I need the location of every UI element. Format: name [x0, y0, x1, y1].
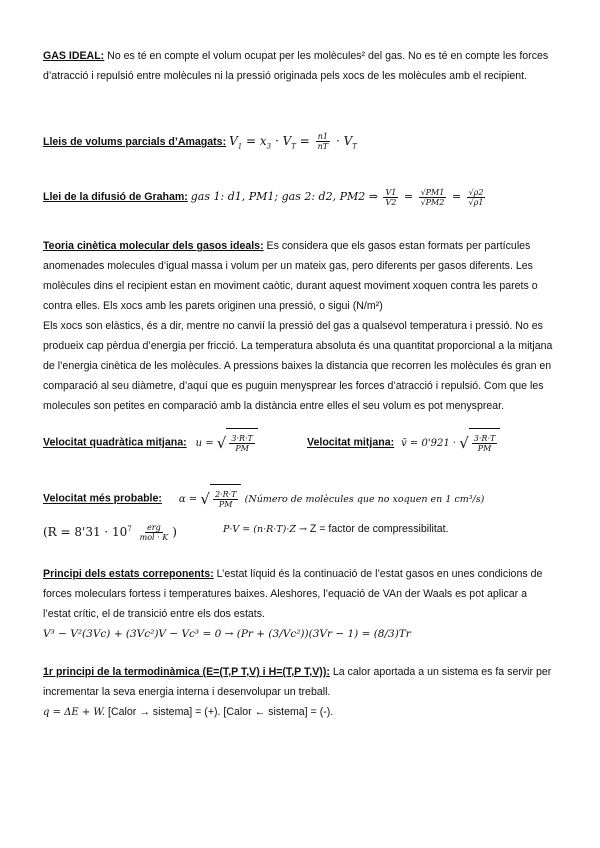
- gas-ideal-heading: GAS IDEAL:: [43, 50, 105, 62]
- velocitat-quadratica: Velocitat quadràtica mitjana: u = √ $\frac{3\cdot R\cdot T}{PM}$: [43, 428, 258, 458]
- graham-heading: Llei de la difusió de Graham:: [43, 191, 188, 203]
- amagat-fraction: $\frac{n1}{nT}$: [317, 132, 329, 151]
- termo-heading: 1r principi de la termodinàmica (E=(T,P T,V) i H=(T,P T,V)):: [43, 666, 330, 678]
- amagat-heading: Lleis de volums parcials d’Amagats:: [43, 136, 227, 148]
- mitjana-heading: Velocitat mitjana:: [307, 436, 395, 449]
- termo-signs: [Calor → sistema] = (+). [Calor ← sistema] = (-).: [105, 706, 334, 718]
- teoria-text-1: Es considera que els gasos estan formats per partícules anomenades molecules d’igual massa i volum per un mateix gas, pero diferents per gasos diferents. Les molècules dins el recipient estan en moviment caòtic, durant aquest moviment xoquen contra les parets o contra elles. Els xocs amb les parets originen una pressió, o sigui (N/m²): [43, 240, 538, 312]
- teoria-cinetica-paragraph: [43, 236, 555, 416]
- amagat-formula: $V_1 = x_3 \cdot V_T$ = $\frac{n1}{nT}$ · $V_T$: [229, 132, 357, 151]
- teoria-heading: Teoria cinètica molecular dels gasos ideals:: [43, 240, 264, 252]
- constant-r: ($R = 8'31 \cdot 10^7$ $\frac{\text{erg}}{\text{mol · K}}$ ): [43, 523, 177, 542]
- compressibilitat: P·V = (n·R·T)·Z → Z = factor de compressibilitat.: [223, 523, 449, 535]
- teoria-text-2: Els xocs son elàstics, és a dir, mentre no canvií la pressió del gas a qualsevol temperatura i pressió. No es produeix cap pèrdua d’energia per fricció. La temperatura absoluta és una quantitat proporcional a la mitjana de l’energia cinètica de les molècules. A pressions baixes la distancia que recorren les molècules és gran en comparació al seu diàmetre, d’aquí que es puguin menysprear les forces d’atracció i repulsió. Com que les molecules son petites en comparació amb la distància entre elles el seu volum es pot menysprear.: [43, 320, 553, 412]
- velocitat-mitjana: Velocitat mitjana: v̄ = 0'921 · √ $\frac{3\cdot R\cdot T}{PM}$: [307, 428, 500, 458]
- probable-note: (Número de molècules que no xoquen en 1 cm³/s): [244, 493, 485, 505]
- van-der-waals-equation: V³ − V²(3Vc) + (3Vc²)V − Vc³ = 0 → (Pr + (3/Vc²))(3Vr − 1) = (8/3)Tr: [43, 628, 411, 640]
- principi-text: L’estat líquid és la continuació de l’estat gasos en unes condicions de forces moleculars fortess i temperatures baixes. Aleshores, l’equació de VAn der Waals es pot aplicar a l’estat crític, el de transició entre els dos estats.: [43, 568, 543, 620]
- gas-ideal-paragraph: [43, 46, 555, 86]
- graham-law: [43, 180, 487, 214]
- quad-heading: Velocitat quadràtica mitjana:: [43, 436, 187, 449]
- termo-text: La calor aportada a un sistema es fa servir per incrementar la seva energia interna i desenvolupar un treball.: [43, 666, 552, 698]
- principi-estats-paragraph: [43, 564, 555, 624]
- termodinamica-paragraph: [43, 662, 555, 723]
- probable-heading: Velocitat més probable:: [43, 492, 162, 505]
- amagat-law: [43, 124, 357, 163]
- principi-heading: Principi dels estats correponents:: [43, 568, 214, 580]
- velocitat-probable: Velocitat més probable: α = √ $\frac{2\cdot R\cdot T}{PM}$ (Número de molècules que no xoquen en 1 cm³/s): [43, 484, 484, 514]
- graham-formula: gas 1: d1, PM1; gas 2: d2, PM2 ⇒ $\frac{V1}{V2}$ = $\frac{√PM1}{√PM2}$ = $\frac{√\rho 2}{√\rho 1}$: [190, 187, 484, 207]
- gas-ideal-text: No es té en compte el volum ocupat per les molècules² del gas. No es té en compte les forces d’atracció i repulsió entre molècules ni la pressió originada pels xocs de les molècules amb el recipient.: [43, 50, 549, 82]
- termo-formula: q = ΔE + W.: [43, 707, 106, 718]
